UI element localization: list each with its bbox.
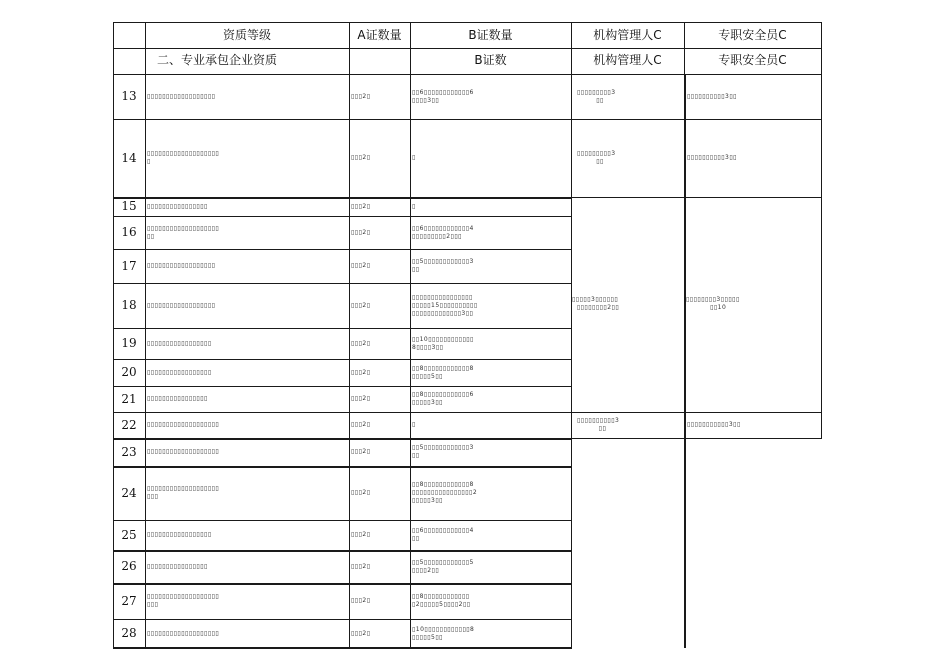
grid-line <box>571 197 822 198</box>
grid-line <box>571 74 572 648</box>
grid-line <box>410 22 411 74</box>
row-number: 18 <box>121 298 137 312</box>
grid-line <box>821 22 822 74</box>
row-number: 20 <box>121 365 137 379</box>
b-count-value: ▯▯8▯▯▯▯▯▯▯▯▯▯▯▯8 ▯▯▯▯▯5▯▯ <box>412 364 474 380</box>
qualification-name: ▯▯▯▯▯▯▯▯▯▯▯▯▯▯▯▯ <box>147 562 208 570</box>
safety-value: ▯▯▯▯▯▯▯▯▯▯▯3▯▯ <box>687 421 741 428</box>
qualification-name: ▯▯▯▯▯▯▯▯▯▯▯▯▯▯▯▯▯▯▯ <box>147 448 220 455</box>
grid-line <box>571 438 822 439</box>
a-count-value: ▯▯▯2▯ <box>351 531 371 538</box>
grid-line <box>571 22 572 74</box>
qualification-name: ▯▯▯▯▯▯▯▯▯▯▯▯▯▯▯▯▯▯▯ <box>147 629 220 637</box>
row-number: 16 <box>121 225 137 239</box>
grid-line <box>684 74 686 648</box>
a-count-value: ▯▯▯2▯ <box>351 92 371 100</box>
qualification-name: ▯▯▯▯▯▯▯▯▯▯▯▯▯▯▯▯▯▯▯ ▯▯▯ <box>147 593 220 608</box>
section-a-count <box>349 49 410 73</box>
grid-line <box>113 22 114 74</box>
b-count-value: ▯▯8▯▯▯▯▯▯▯▯▯▯▯▯ ▯2▯▯▯▯▯5▯▯▯▯2▯▯ <box>412 593 471 608</box>
row-number: 13 <box>121 89 137 103</box>
section-title: 二、专业承包企业资质 <box>157 53 278 67</box>
grid-line <box>145 22 146 74</box>
row-number: 17 <box>121 259 137 273</box>
a-count-value: ▯▯▯2▯ <box>351 262 371 269</box>
qualification-name: ▯▯▯▯▯▯▯▯▯▯▯▯▯▯▯▯▯▯▯ <box>147 421 220 428</box>
b-count-value: ▯▯5▯▯▯▯▯▯▯▯▯▯▯▯5 ▯▯▯▯2▯▯ <box>412 558 474 574</box>
row-number: 23 <box>121 445 137 459</box>
safety-value: ▯▯▯▯▯▯▯▯▯▯3▯▯ <box>687 154 737 161</box>
row-number: 19 <box>121 336 137 350</box>
grid-line <box>410 74 411 648</box>
grid-line <box>349 74 350 648</box>
grid-line <box>684 22 685 74</box>
b-count-value: ▯10▯▯▯▯▯▯▯▯▯▯▯▯8 ▯▯▯▯▯5▯▯ <box>412 625 475 641</box>
section-safety: 专职安全员C <box>718 53 787 67</box>
row-number: 22 <box>121 418 137 432</box>
row-number: 14 <box>121 151 137 165</box>
grid-line <box>113 48 822 49</box>
header-manager: 机构管理人C <box>593 28 662 42</box>
b-count-value: ▯▯6▯▯▯▯▯▯▯▯▯▯▯▯6 ▯▯▯▯3▯▯ <box>412 88 474 104</box>
a-count-value: ▯▯▯2▯ <box>351 489 371 496</box>
row-number: 25 <box>121 528 137 542</box>
manager-value: ▯▯▯▯▯▯▯▯▯3 ▯▯ <box>577 88 616 104</box>
a-count-value: ▯▯▯2▯ <box>351 562 371 570</box>
qualification-name: ▯▯▯▯▯▯▯▯▯▯▯▯▯▯▯▯▯▯ <box>147 262 216 269</box>
merged-manager-cell: ▯▯▯▯▯3▯▯▯▯▯▯ ▯▯▯▯▯▯▯▯2▯▯ <box>572 296 620 311</box>
b-count-value: ▯ <box>412 421 416 428</box>
grid-line <box>113 22 822 23</box>
header-qualification: 资质等级 <box>222 28 271 42</box>
qualification-name: ▯▯▯▯▯▯▯▯▯▯▯▯▯▯▯▯▯ <box>147 339 212 347</box>
manager-value: ▯▯▯▯▯▯▯▯▯▯3 ▯▯ <box>577 417 620 432</box>
a-count-value: ▯▯▯2▯ <box>351 301 371 309</box>
row-number: 24 <box>121 486 137 500</box>
a-count-value: ▯▯▯2▯ <box>351 421 371 428</box>
section-b-count: B证数 <box>474 53 507 67</box>
b-count-value: ▯▯6▯▯▯▯▯▯▯▯▯▯▯▯4 ▯▯ <box>412 527 474 542</box>
row-number: 15 <box>121 199 137 213</box>
qualification-name: ▯▯▯▯▯▯▯▯▯▯▯▯▯▯▯▯ <box>147 202 208 210</box>
b-count-value: ▯ <box>412 202 416 210</box>
grid-line <box>349 22 350 74</box>
qualification-name: ▯▯▯▯▯▯▯▯▯▯▯▯▯▯▯▯▯▯ <box>147 301 216 309</box>
a-count-value: ▯▯▯2▯ <box>351 154 371 161</box>
header-b-count: B证数量 <box>468 28 513 42</box>
header-a-count: A证数量 <box>357 28 402 42</box>
row-number: 28 <box>121 626 137 640</box>
qualification-name: ▯▯▯▯▯▯▯▯▯▯▯▯▯▯▯▯▯▯ <box>147 92 216 100</box>
grid-line <box>821 74 822 438</box>
section-manager: 机构管理人C <box>593 53 662 67</box>
a-count-value: ▯▯▯2▯ <box>351 202 371 210</box>
b-count-value: ▯ <box>412 154 416 161</box>
qualification-name: ▯▯▯▯▯▯▯▯▯▯▯▯▯▯▯▯▯ <box>147 531 212 538</box>
qualification-name: ▯▯▯▯▯▯▯▯▯▯▯▯▯▯▯▯▯▯▯ ▯ <box>147 150 220 165</box>
b-count-value: ▯▯10▯▯▯▯▯▯▯▯▯▯▯▯ 8▯▯▯▯3▯▯ <box>412 335 474 351</box>
safety-value: ▯▯▯▯▯▯▯▯▯▯3▯▯ <box>687 92 737 100</box>
qualification-name: ▯▯▯▯▯▯▯▯▯▯▯▯▯▯▯▯ <box>147 395 208 402</box>
merged-safety-cell: ▯▯▯▯▯▯▯▯3▯▯▯▯▯ ▯▯10 <box>686 296 740 311</box>
qualification-name: ▯▯▯▯▯▯▯▯▯▯▯▯▯▯▯▯▯ <box>147 368 212 376</box>
b-count-value: ▯▯8▯▯▯▯▯▯▯▯▯▯▯▯8 ▯▯▯▯▯▯▯▯▯▯▯▯▯▯▯▯2 ▯▯▯▯▯3▯▯ <box>412 481 478 504</box>
a-count-value: ▯▯▯2▯ <box>351 339 371 347</box>
b-count-value: ▯▯6▯▯▯▯▯▯▯▯▯▯▯▯4 ▯▯▯▯▯▯▯▯▯2▯▯▯ <box>412 224 474 240</box>
qualification-name: ▯▯▯▯▯▯▯▯▯▯▯▯▯▯▯▯▯▯▯ ▯▯ <box>147 224 220 240</box>
a-count-value: ▯▯▯2▯ <box>351 629 371 637</box>
manager-value: ▯▯▯▯▯▯▯▯▯3 ▯▯ <box>577 150 616 165</box>
b-count-value: ▯▯▯▯▯▯▯▯▯▯▯▯▯▯▯▯ ▯▯▯▯▯15▯▯▯▯▯▯▯▯▯▯ ▯▯▯▯▯▯▯▯▯▯▯▯▯3▯▯ <box>412 293 478 317</box>
a-count-value: ▯▯▯2▯ <box>351 368 371 376</box>
qualification-name: ▯▯▯▯▯▯▯▯▯▯▯▯▯▯▯▯▯▯▯ ▯▯▯ <box>147 485 220 500</box>
a-count-value: ▯▯▯2▯ <box>351 228 371 236</box>
row-number: 21 <box>121 392 137 406</box>
a-count-value: ▯▯▯2▯ <box>351 448 371 455</box>
a-count-value: ▯▯▯2▯ <box>351 395 371 402</box>
grid-line <box>145 74 146 648</box>
header-safety: 专职安全员C <box>718 28 787 42</box>
row-number: 27 <box>121 594 137 608</box>
b-count-value: ▯▯5▯▯▯▯▯▯▯▯▯▯▯▯3 ▯▯ <box>412 444 474 459</box>
b-count-value: ▯▯8▯▯▯▯▯▯▯▯▯▯▯▯6 ▯▯▯▯▯3▯▯ <box>412 391 474 406</box>
row-number: 26 <box>121 559 137 573</box>
a-count-value: ▯▯▯2▯ <box>351 597 371 604</box>
b-count-value: ▯▯5▯▯▯▯▯▯▯▯▯▯▯▯3 ▯▯ <box>412 258 474 273</box>
